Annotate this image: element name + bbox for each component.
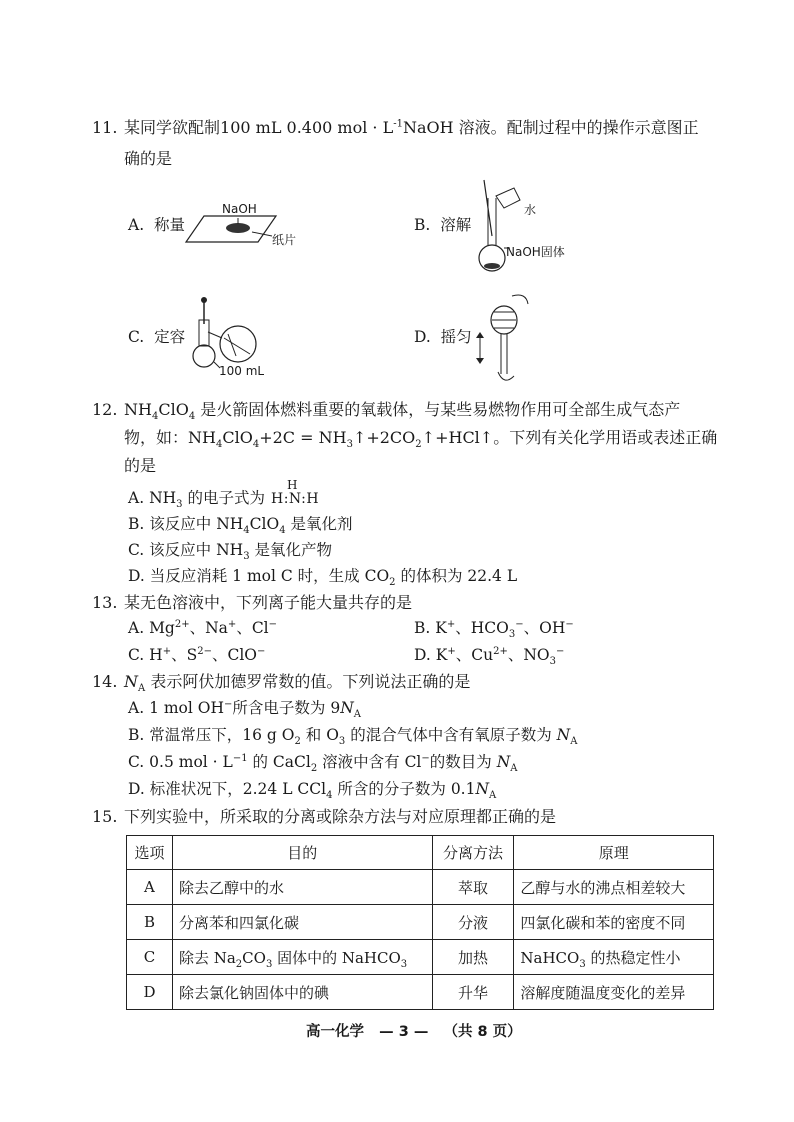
volumetric-flask-dissolve-figure [470,176,530,276]
q13-option-a: A. $Mg^{2+}$、Na+、Cl− [128,618,278,637]
q12-option-a: A. $NH_3$ 的电子式为 [128,489,265,511]
row-principle: 乙醇与水的沸点相差较大 [514,870,714,905]
row-purpose: 除去 $Na_2CO_3$ 固体中的 NaHCO$_3$ [172,940,432,975]
row-purpose: 分离苯和四氯化碳 [172,905,432,940]
q13-number: 13. [92,593,118,612]
table-row [127,905,714,940]
q14-option-d: D. 标准状况下，2.24 L CCl$_4$ 所含的分子数为 $0.1N_A$ [128,780,497,802]
table-row [127,975,714,1010]
q13-stem: 某无色溶液中，下列离子能大量共存的是 [124,593,413,612]
volumetric-flask-fill-figure [188,296,278,376]
q12-option-c: C. 该反应中 $NH_3$ 是氧化产物 [128,541,332,563]
footer-subject: 高一化学 [306,1024,364,1040]
row-principle: 四氯化碳和苯的密度不同 [514,905,714,940]
q11-a-label-naoh: NaOH [222,202,257,216]
page-footer [306,1025,522,1040]
row-method: 萃取 [432,870,514,905]
table-row [127,940,714,975]
flask-shaking-figure [474,290,534,390]
row-option: D [127,975,173,1010]
q11-option-b: B. 溶解 [414,216,472,234]
q14-option-b: B. 常温常压下，16 g $O_2$ 和 $O_3$ 的混合气体中含有氧原子数为 $N_A$ [128,726,578,748]
q14-option-c: C. 0.5 mol · $L^{-1}$ 的 CaCl$_2$ 溶液中含有 Cl−的数目为 $N_A$ [128,752,518,775]
ammonia-electron-formula: H:N:H [271,491,320,507]
q11-stem-line2: 确的是 [124,149,173,168]
row-purpose: 除去乙醇中的水 [172,870,432,905]
header-purpose: 目的 [172,836,432,870]
header-principle: 原理 [514,836,714,870]
separation-methods-table [126,835,714,1010]
footer-page-number: — 3 — [379,1024,429,1040]
header-method: 分离方法 [432,836,514,870]
q12-stem-line2: 物，如：$NH_4ClO_4+2C$ = $NH_3↑+2CO_2↑+HCl↑$。下列有关化学用语或表述正确 [124,428,718,451]
q11-a-label-paper: 纸片 [272,233,297,247]
q11-number: 11. [92,118,118,137]
q15-number: 15. [92,807,118,826]
row-option: B [127,905,173,940]
header-option: 选项 [127,836,173,870]
q11-c-label-volume: 100 mL [219,364,265,378]
q11-b-label-solid: NaOH固体 [506,245,565,259]
q11-option-a: A. 称量 [128,216,185,234]
footer-total-pages: （共 8 页） [443,1024,522,1040]
q12-option-d: D. 当反应消耗 1 mol C 时，生成 $CO_2$ 的体积为 22.4 L [128,567,518,589]
table-row [127,870,714,905]
q11-b-label-water: 水 [524,203,537,217]
q11-option-d: D. 摇匀 [414,328,472,346]
row-option: A [127,870,173,905]
q12-stem-line1: $NH_4ClO_4$ 是火箭固体燃料重要的氧载体，与某些易燃物作用可全部生成气态产 [124,400,681,423]
row-method: 升华 [432,975,514,1010]
weighing-paper-figure [180,214,280,254]
q12-stem-line3: 的是 [124,456,157,475]
q12-option-b: B. 该反应中 $NH_4ClO_4$ 是氧化剂 [128,515,353,537]
table-header-row [127,836,714,870]
q14-option-a: A. 1 mol OH−所含电子数为 $9N_A$ [128,698,361,721]
row-method: 分液 [432,905,514,940]
q12-number: 12. [92,400,118,419]
q15-stem: 下列实验中，所采取的分离或除杂方法与对应原理都正确的是 [124,807,557,826]
q11-option-c: C. 定容 [128,328,186,346]
q11-stem-line1: 某同学欲配制100 mL 0.400 mol · $L^{-1}NaOH$ 溶液。配制过程中的操作示意图正 [124,118,699,137]
q13-option-b: B. K+、$HCO_3^-$、OH− [414,618,574,641]
row-purpose: 除去氯化钠固体中的碘 [172,975,432,1010]
ammonia-electron-top-h: H [287,478,298,492]
q14-number: 14. [92,672,118,691]
q13-option-d: D. K+、$Cu^{2+}$、$NO_3^-$ [414,645,565,668]
row-method: 加热 [432,940,514,975]
row-principle: 溶解度随温度变化的差异 [514,975,714,1010]
q14-stem: $N_A$ 表示阿伏加德罗常数的值。下列说法正确的是 [124,672,471,695]
row-principle: NaHCO$_3$ 的热稳定性小 [514,940,714,975]
row-option: C [127,940,173,975]
q13-option-c: C. H+、$S^{2-}$、ClO− [128,645,266,664]
